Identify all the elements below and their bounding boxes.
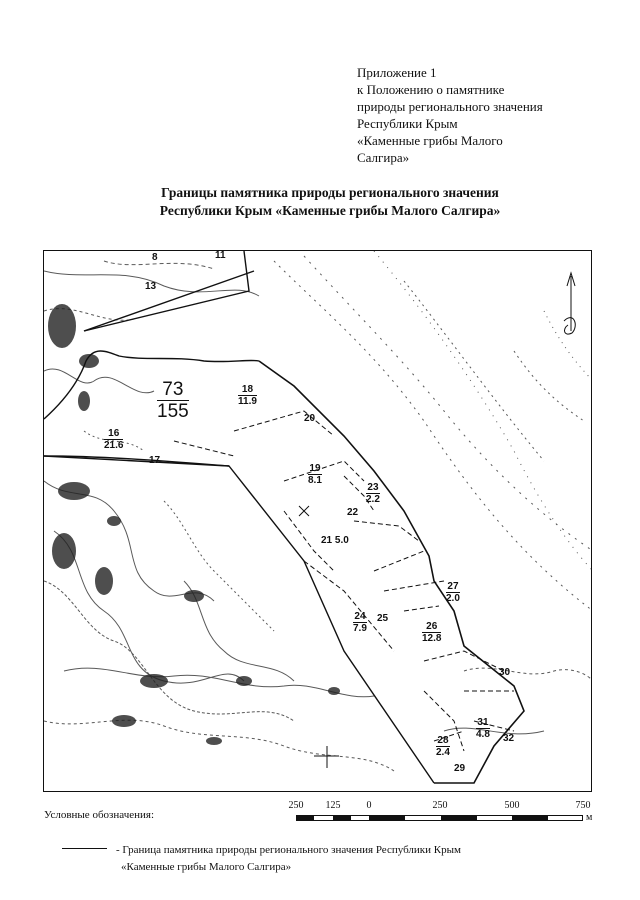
parcel-label: [454, 763, 465, 774]
scale-tick-label: 0: [366, 800, 372, 811]
parcel-label: [104, 428, 123, 451]
parcel-number: 19: [309, 463, 321, 474]
scale-unit: м: [586, 812, 593, 823]
parcel-area: 2.4: [436, 747, 450, 758]
parcel-label: [347, 507, 358, 518]
terrain-texture: [44, 251, 592, 771]
legend-line-1: - Граница памятника природы регионального значения Республики Крым: [116, 844, 461, 856]
appendix-line: Приложение 1: [357, 65, 437, 80]
quarter-number: 73: [157, 379, 189, 401]
parcel-area: 8.1: [308, 475, 322, 486]
parcel-number: 32: [503, 733, 515, 744]
parcel-number: 13: [145, 281, 157, 292]
parcel-number: 8: [152, 252, 158, 263]
scale-bar: [296, 815, 583, 821]
legend-line-2: «Каменные грибы Малого Салгира»: [121, 861, 292, 873]
title-line-2: Республики Крым «Каменные грибы Малого Салгира»: [159, 203, 501, 218]
parcel-boundaries: [174, 411, 514, 751]
parcel-label: [366, 482, 380, 505]
parcel-area: 7.9: [353, 623, 367, 634]
parcel-label: [446, 581, 460, 604]
legend-line-symbol: [62, 848, 107, 849]
scale-tick-label: 125: [325, 800, 341, 811]
parcel-label: [149, 455, 160, 466]
parcel-label: [152, 252, 158, 263]
scale-tick-label: 500: [504, 800, 520, 811]
appendix-line: Республики Крым: [357, 116, 458, 131]
map-drawing: [44, 251, 592, 792]
appendix-note: [357, 64, 617, 166]
parcel-number: 20: [304, 413, 316, 424]
parcel-number: 22: [347, 507, 359, 518]
parcel-number: 24: [354, 611, 366, 622]
parcel-area: 21.6: [104, 440, 124, 451]
parcel-label: [422, 621, 441, 644]
parcel-number: 16: [104, 428, 123, 440]
parcel-number: 26: [422, 621, 441, 633]
parcel-area: 12.8: [422, 633, 442, 644]
parcel-area: 11.9: [238, 396, 257, 407]
map-title: [60, 184, 600, 220]
parcel-number: 23: [367, 482, 379, 493]
parcel-number: 30: [499, 667, 511, 678]
parcel-label: [215, 250, 226, 261]
parcel-number: 18: [238, 384, 257, 396]
parcel-label: [499, 667, 510, 678]
parcel-label: [353, 611, 367, 634]
title-line-1: Границы памятника природы регионального значения: [161, 185, 499, 200]
north-arrow-icon: [564, 273, 575, 334]
parcel-label: [377, 613, 388, 624]
map-frame: [43, 250, 592, 792]
parcel-area: 2.0: [446, 593, 460, 604]
parcel-label: [308, 463, 322, 486]
parcel-number: 31: [477, 717, 489, 728]
parcel-area: 4.8: [476, 729, 490, 740]
quarter-boundary: [44, 251, 434, 783]
legend-text: [116, 842, 461, 876]
parcel-area: 5.0: [334, 535, 349, 546]
quarter-label: [157, 379, 189, 422]
parcel-label: [476, 717, 490, 740]
appendix-line: природы регионального значения: [357, 99, 543, 114]
parcel-label: [145, 281, 156, 292]
quarter-area: 155: [157, 401, 189, 422]
parcel-label: [321, 535, 349, 546]
scale-tick-label: 250: [432, 800, 448, 811]
scale-tick-label: 750: [575, 800, 591, 811]
parcel-label: [238, 384, 257, 407]
parcel-number: 25: [377, 613, 389, 624]
scale-bar-segments: [296, 815, 583, 821]
parcel-label: [503, 733, 514, 744]
parcel-number: 11: [215, 250, 226, 261]
appendix-line: Салгира»: [357, 150, 410, 165]
rock-outcrops: [48, 304, 340, 745]
parcel-number: 29: [454, 763, 466, 774]
appendix-line: «Каменные грибы Малого: [357, 133, 503, 148]
parcel-number: 28: [437, 735, 449, 746]
parcel-label: [304, 413, 315, 424]
parcel-number: 21: [321, 535, 333, 546]
scale-tick-label: 250: [288, 800, 304, 811]
parcel-label: [436, 735, 450, 758]
parcel-area: 2.2: [366, 494, 380, 505]
parcel-number: 27: [447, 581, 459, 592]
legend-caption: Условные обозначения:: [44, 809, 155, 821]
appendix-line: к Положению о памятнике: [357, 82, 505, 97]
parcel-number: 17: [149, 455, 161, 466]
